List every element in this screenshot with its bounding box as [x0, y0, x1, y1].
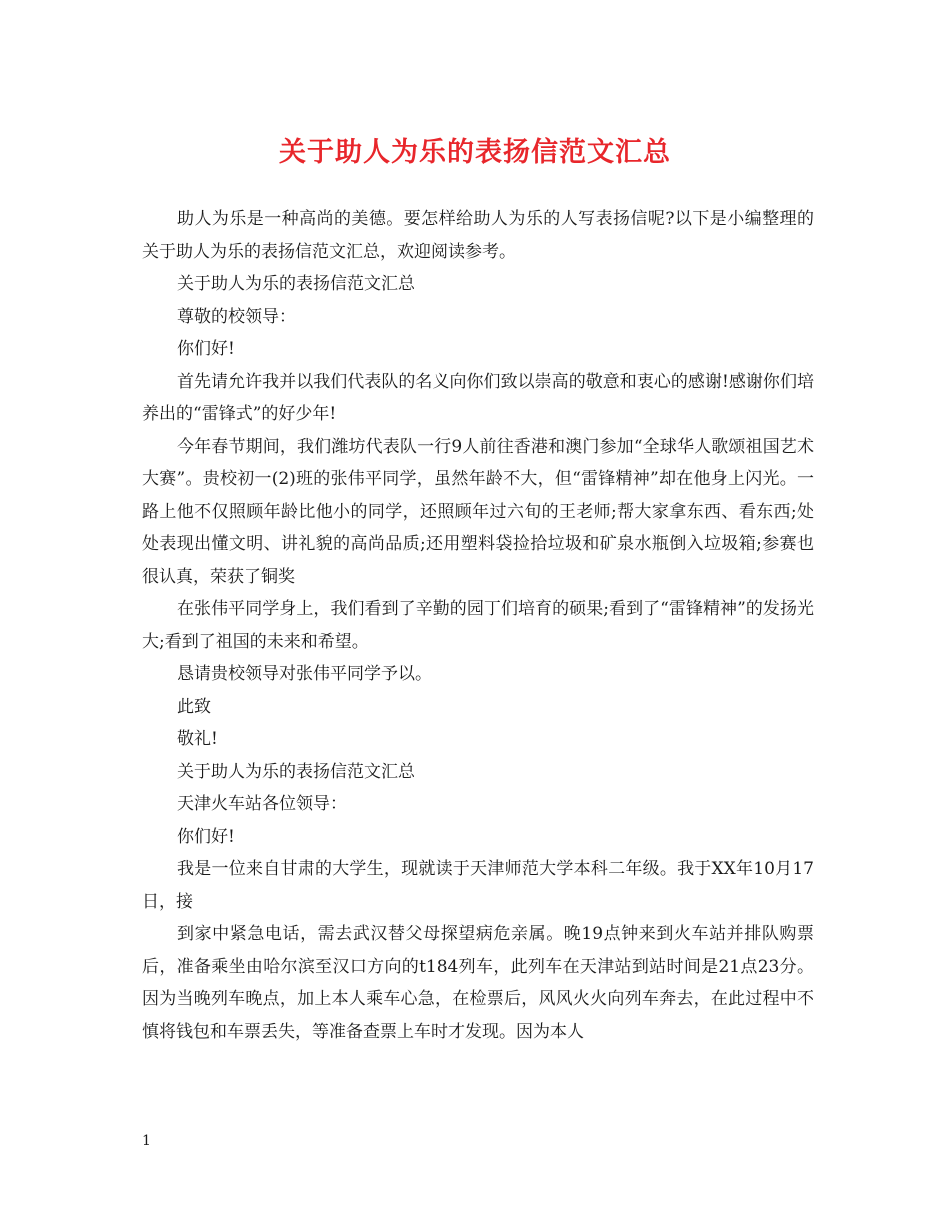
paragraph: 此致	[177, 696, 211, 717]
document-title: 关于助人为乐的表扬信范文汇总	[279, 137, 671, 168]
paragraph: 助人为乐是一种高尚的美德。要怎样给助人为乐的人写表扬信呢?以下是小编整理的关于助人为乐的表扬信范文汇总，欢迎阅读参考。	[142, 209, 814, 262]
paragraph: 首先请允许我并以我们代表队的名义向你们致以崇高的敬意和衷心的感谢!感谢你们培养出的“雷锋式”的好少年!	[142, 371, 814, 424]
paragraph: 在张伟平同学身上，我们看到了辛勤的园丁们培育的硕果;看到了“雷锋精神”的发扬光大;看到了祖国的未来和希望。	[142, 599, 814, 652]
paragraph: 我是一位来自甘肃的大学生，现就读于天津师范大学本科二年级。我于XX年10月17日，接	[142, 859, 814, 912]
paragraph: 关于助人为乐的表扬信范文汇总	[177, 761, 415, 782]
paragraph: 天津火车站各位领导：	[177, 794, 347, 814]
paragraph: 你们好!	[177, 826, 235, 847]
paragraph: 你们好!	[177, 339, 235, 359]
paragraph: 恳请贵校领导对张伟平同学予以。	[177, 664, 432, 684]
paragraph: 关于助人为乐的表扬信范文汇总	[177, 274, 415, 294]
paragraph: 敬礼!	[177, 729, 218, 749]
paragraph: 到家中紧急电话，需去武汉替父母探望病危亲属。晚19点钟来到火车站并排队购票后，准备乘坐由哈尔滨至汉口方向的t184列车，此列车在天津站到站时间是21点23分。因为当晚列车晚点，加上本人乘车心急，在检票后，风风火火向列车奔去，在此过程中不慎将钱包和车票丢失，等准备查票上车时才发现。因为本人	[142, 924, 814, 1042]
paragraph: 尊敬的校领导：	[177, 306, 296, 327]
paragraph: 今年春节期间，我们潍坊代表队一行9人前往香港和澳门参加“全球华人歌颂祖国艺术大赛”。贵校初一(2)班的张伟平同学，虽然年龄不大，但“雷锋精神”却在他身上闪光。一路上他不仅照顾年龄比他小的同学，还照顾年过六旬的王老师;帮大家拿东西、看东西;处处表现出懂文明、讲礼貌的高尚品质;还用塑料袋捡拾垃圾和矿泉水瓶倒入垃圾箱;参赛也很认真，荣获了铜奖	[142, 436, 814, 587]
document-body	[142, 203, 814, 1048]
page-number: 1	[142, 1133, 151, 1149]
